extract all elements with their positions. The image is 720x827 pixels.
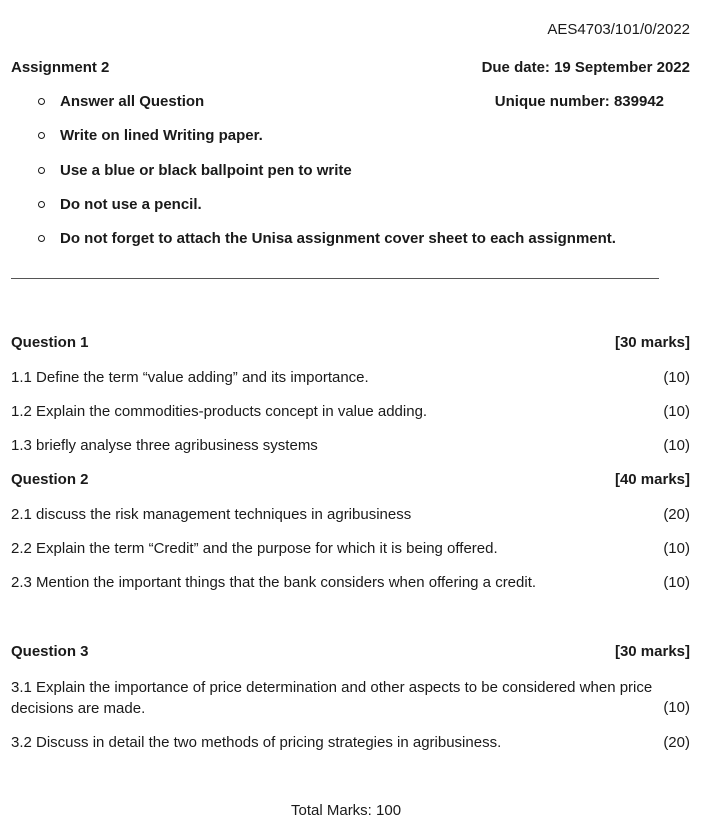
- document-reference: AES4703/101/0/2022: [547, 21, 690, 38]
- instruction-text: Do not forget to attach the Unisa assignment cover sheet to each assignment.: [60, 230, 616, 247]
- question-item-marks: (10): [663, 699, 690, 716]
- question-item-marks: (10): [663, 574, 690, 591]
- assignment-title: Assignment 2: [11, 59, 110, 76]
- question-item-marks: (10): [663, 437, 690, 454]
- question-item-marks: (10): [663, 403, 690, 420]
- bullet-circle-icon: [38, 98, 45, 105]
- bullet-circle-icon: [38, 201, 45, 208]
- question-item-text: 1.1 Define the term “value adding” and its importance.: [11, 369, 369, 386]
- question-marks: [40 marks]: [614, 471, 690, 488]
- question-marks: [30 marks]: [614, 334, 690, 351]
- instruction-text: Do not use a pencil.: [60, 196, 202, 213]
- unique-number: Unique number: 839942: [494, 93, 664, 110]
- instruction-text: Write on lined Writing paper.: [60, 127, 263, 144]
- bullet-circle-icon: [38, 235, 45, 242]
- question-title: Question 2: [11, 471, 89, 488]
- question-item-marks: (20): [663, 734, 690, 751]
- question-item-text: 3.2 Discuss in detail the two methods of pricing strategies in agribusiness.: [11, 734, 502, 751]
- question-item-text: 2.1 discuss the risk management techniques in agribusiness: [11, 506, 412, 523]
- total-marks: Total Marks: 100: [291, 802, 402, 819]
- question-marks: [30 marks]: [614, 643, 690, 660]
- question-item-marks: (20): [663, 506, 690, 523]
- instruction-text: Use a blue or black ballpoint pen to write: [60, 162, 352, 179]
- instruction-text: Answer all Question: [60, 93, 205, 110]
- question-title: Question 1: [11, 334, 89, 351]
- bullet-circle-icon: [38, 167, 45, 174]
- bullet-circle-icon: [38, 132, 45, 139]
- question-item-marks: (10): [663, 369, 690, 386]
- question-item-text: 2.3 Mention the important things that the bank considers when offering a credit.: [11, 574, 537, 591]
- question-item-text: 2.2 Explain the term “Credit” and the purpose for which it is being offered.: [11, 540, 498, 557]
- question-item-text: 1.3 briefly analyse three agribusiness systems: [11, 437, 318, 454]
- question-item-text: 1.2 Explain the commodities-products concept in value adding.: [11, 403, 428, 420]
- question-item-marks: (10): [663, 540, 690, 557]
- question-title: Question 3: [11, 643, 89, 660]
- due-date: Due date: 19 September 2022: [481, 59, 690, 76]
- section-divider: [11, 278, 659, 279]
- question-item-text: 3.1 Explain the importance of price determination and other aspects to be considered when price decisions are made.: [11, 679, 653, 717]
